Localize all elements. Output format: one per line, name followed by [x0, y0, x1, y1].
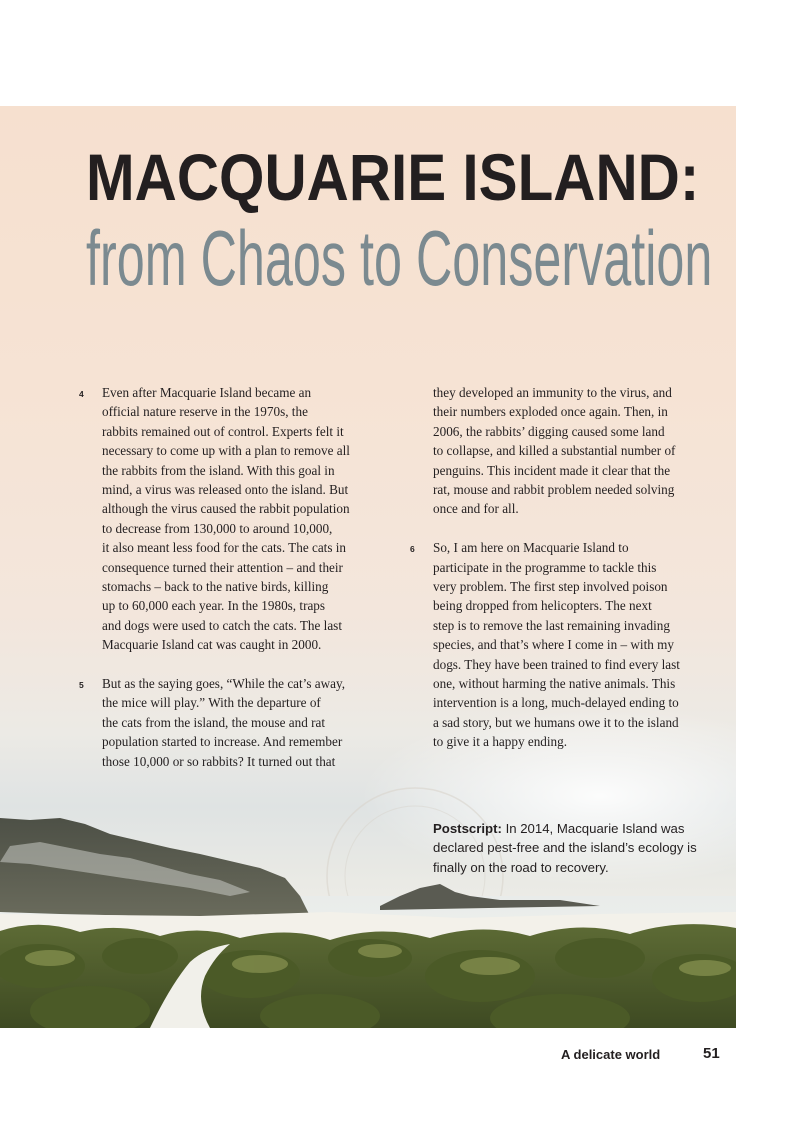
right-column [410, 383, 723, 771]
text-line: being dropped from helicopters. The next [433, 598, 652, 614]
text-line: step is to remove the last remaining invading [433, 617, 670, 633]
text-line: to collapse, and killed a substantial number of [433, 443, 676, 459]
text-line: stomachs – back to the native birds, killing [102, 579, 329, 595]
postscript-line: declared pest-free and the island’s ecology is [433, 840, 697, 856]
text-line: their numbers exploded once again. Then, in [433, 404, 668, 420]
text-line: necessary to come up with a plan to remove all [102, 443, 350, 459]
text-line: one, without harming the native animals. This [433, 676, 676, 692]
text-line: intervention is a long, much-delayed ending to [433, 695, 679, 711]
paragraph-4 [79, 383, 390, 655]
text-line: a sad story, but we humans owe it to the island [433, 714, 679, 730]
text-line: species, and that’s where I come in – with my [433, 637, 674, 653]
text-line: So, I am here on Macquarie Island to [433, 540, 629, 556]
text-line: it also meant less food for the cats. The cats in [102, 540, 347, 556]
text-line: Even after Macquarie Island became an [102, 385, 312, 400]
postscript-text: In 2014, Macquarie Island was [505, 821, 685, 836]
text-line: But as the saying goes, “While the cat’s away, [102, 676, 346, 692]
footer-section-title: A delicate world [561, 1047, 661, 1062]
page-title: MACQUARIE ISLAND: [86, 140, 700, 214]
text-line: rabbits remained out of control. Experts felt it [102, 423, 344, 439]
text-line: the cats from the island, the mouse and rat [102, 714, 326, 730]
left-column [79, 383, 390, 791]
text-line: they developed an immunity to the virus, and [433, 385, 672, 400]
text-line: consequence turned their attention – and their [102, 559, 343, 575]
text-line: 2006, the rabbits’ digging caused some land [433, 423, 665, 439]
text-line: up to 60,000 each year. In the 1980s, traps [102, 598, 326, 614]
page-subtitle: from Chaos to Conservation [86, 214, 713, 302]
text-line: Macquarie Island cat was caught in 2000. [102, 637, 322, 653]
postscript [433, 819, 723, 877]
paragraph-number: 4 [79, 389, 84, 399]
text-line: dogs. They have been trained to find every last [433, 656, 680, 672]
text-line: participate in the programme to tackle this [433, 559, 657, 575]
page-number: 51 [703, 1045, 720, 1062]
text-line: rat, mouse and rabbit problem needed solving [433, 482, 675, 498]
text-line: population started to increase. And remember [102, 734, 343, 750]
text-line: official nature reserve in the 1970s, the [102, 404, 308, 420]
postscript-line [433, 819, 723, 838]
text-line: penguins. This incident made it clear that the [433, 462, 671, 478]
text-line: to give it a happy ending. [433, 734, 568, 750]
text-line: although the virus caused the rabbit population [102, 501, 350, 517]
text-line: those 10,000 or so rabbits? It turned out that [102, 753, 336, 769]
paragraph-5-continued [433, 383, 723, 519]
text-line: once and for all. [433, 501, 519, 517]
paragraph-6 [410, 538, 723, 751]
text-line: very problem. The first step involved poison [433, 579, 668, 595]
text-line: the mice will play.” With the departure of [102, 695, 321, 711]
postscript-label: Postscript: [433, 821, 502, 836]
text-line: the rabbits from the island. With this goal in [102, 462, 335, 478]
postscript-line: finally on the road to recovery. [433, 859, 609, 875]
paragraph-number: 6 [410, 544, 415, 555]
text-line: and dogs were used to catch the cats. The last [102, 617, 342, 633]
paragraph-5 [79, 674, 390, 771]
paragraph-number: 5 [79, 680, 84, 691]
text-line: to decrease from 130,000 to around 10,000, [102, 520, 333, 536]
text-line: mind, a virus was released onto the island. But [102, 482, 349, 498]
